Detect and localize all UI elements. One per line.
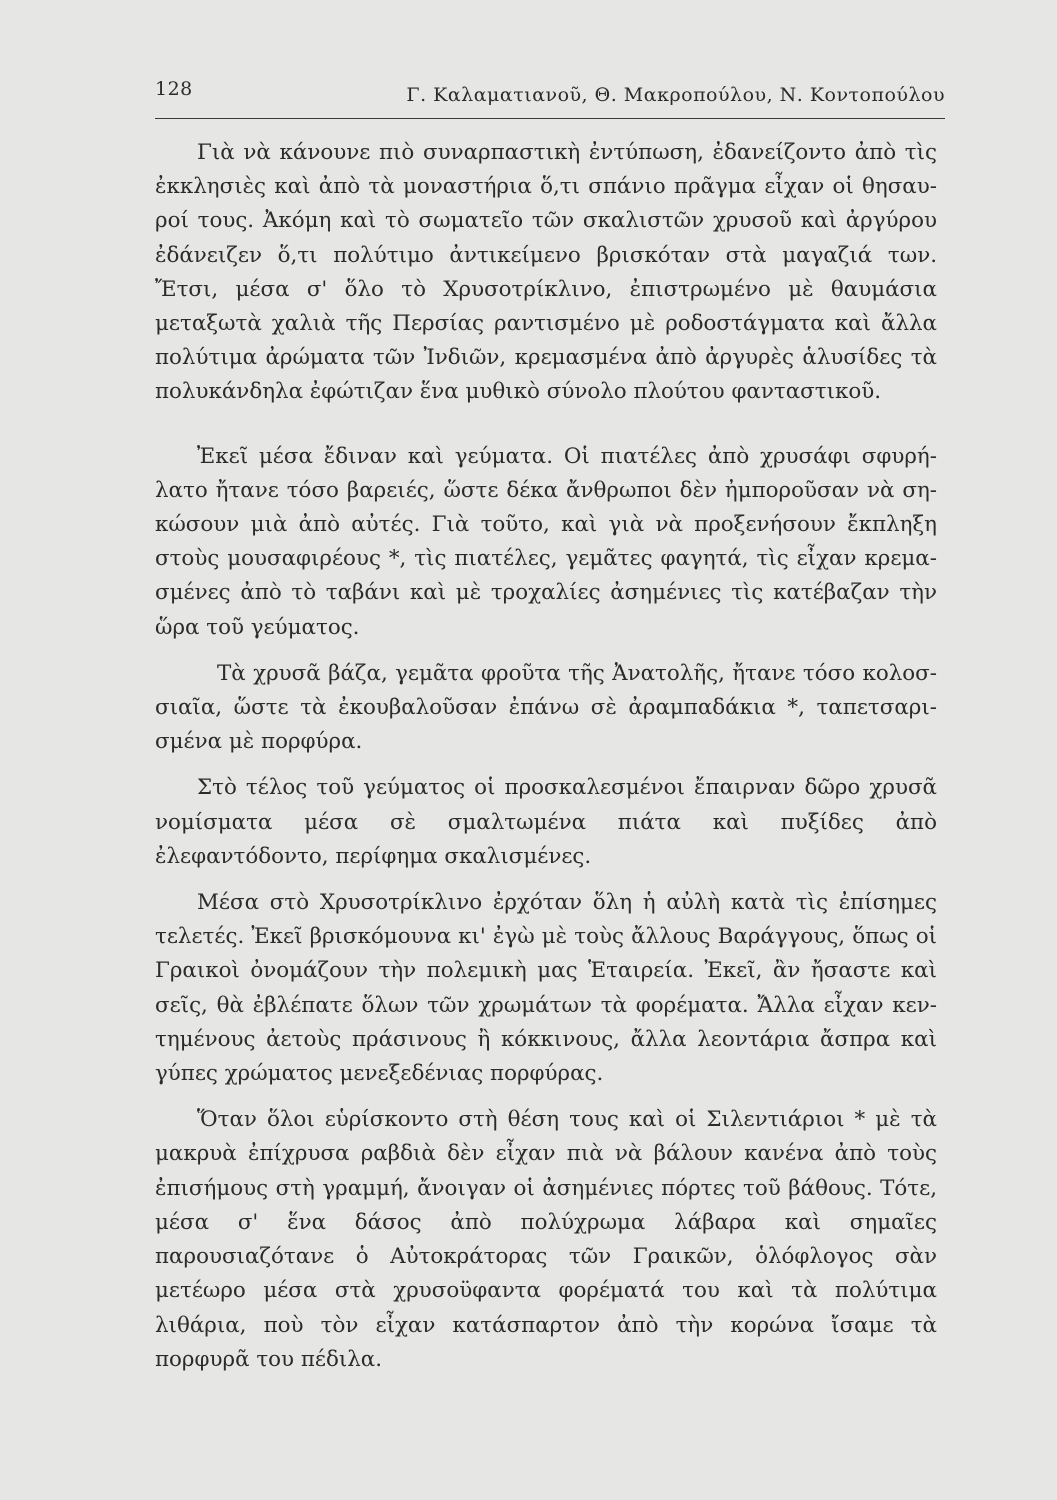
paragraph-6: Ὅταν ὅλοι εὑρίσκοντο στὴ θέση τους καὶ οἱ Σιλεντιάριοι * μὲ τὰ μακρυὰ ἐπίχρυσα ραβδιὰ δὲν εἶχαν πιὰ νὰ βάλουν κανένα ἀπὸ τοὺς ἐπισήμους στὴ γραμμή, ἄνοιγαν οἱ ἀσημένιες πόρτες τοῦ βάθους. Τότε, μέσα σ' ἕνα δάσος ἀπὸ πολύχρωμα λάβαρα καὶ σημαῖες παρουσιαζότανε ὁ Αὐτοκράτορας τῶν Γραικῶν, ὁλόφλογος σὰν μετέωρο μέσα στὰ χρυσοϋφαντα φορέματά του καὶ τὰ πολύτιμα λιθάρια, ποὺ τὸν εἶχαν κατάσπαρτον ἀπὸ τὴν κορώνα ἴσαμε τὰ πορφυρᾶ του πέδιλα. — [155, 1107, 937, 1372]
paragraph-2: Ἐκεῖ μέσα ἔδιναν καὶ γεύματα. Οἱ πιατέλες ἀπὸ χρυσάφι σφυρήλατο ἤτανε τόσο βαρειές, ὥστε δέκα ἄνθρωποι δὲν ἠμποροῦσαν νὰ σηκώσουν μιὰ ἀπὸ αὐτές. Γιὰ τοῦτο, καὶ γιὰ νὰ προξενήσουν ἔκπληξη στοὺς μουσαφιρέους *, τὶς πιατέλες, γεμᾶτες φαγητά, τὶς εἶχαν κρεμασμένες ἀπὸ τὸ ταβάνι καὶ μὲ τροχαλίες ἀσημένιες τὶς κατέβαζαν τὴν ὥρα τοῦ γεύματος. — [155, 443, 937, 640]
paragraph-1: Γιὰ νὰ κάνουνε πιὸ συναρπαστικὴ ἐντύπωση, ἐδανείζοντο ἀπὸ τὶς ἐκκλησιὲς καὶ ἀπὸ τὰ μοναστήρια ὅ,τι σπάνιο πρᾶγμα εἶχαν οἱ θησαυροί τους. Ἀκόμη καὶ τὸ σωματεῖο τῶν σκαλιστῶν χρυσοῦ καὶ ἀργύρου ἐδάνειζεν ὅ,τι πολύτιμο ἀντικείμενο βρισκόταν στὰ μαγαζιά των. Ἔτσι, μέσα σ' ὅλο τὸ Χρυσοτρίκλινο, ἐπιστρωμένο μὲ θαυμάσια μεταξωτὰ χαλιὰ τῆς Περσίας ραντισμένο μὲ ροδοστάγματα καὶ ἄλλα πολύτιμα ἀρώματα τῶν Ἰνδιῶν, κρεμασμένα ἀπὸ ἀργυρὲς ἁλυσίδες τὰ πολυκάνδηλα ἐφώτιζαν ἕνα μυθικὸ σύνολο πλούτου φανταστικοῦ. — [155, 140, 937, 405]
page-number: 128 — [155, 78, 193, 100]
header-rule — [155, 118, 945, 119]
paragraph-3: Τὰ χρυσᾶ βάζα, γεμᾶτα φροῦτα τῆς Ἀνατολῆς, ἤτανε τόσο κολοσσιαῖα, ὥστε τὰ ἐκουβαλοῦσαν ἐπάνω σὲ ἀραμπαδάκια *, ταπετσαρισμένα μὲ πορφύρα. — [155, 660, 937, 755]
paragraph-4: Στὸ τέλος τοῦ γεύματος οἱ προσκαλεσμένοι ἔπαιρναν δῶρο χρυσᾶ νομίσματα μέσα σὲ σμαλτωμένα πιάτα καὶ πυξίδες ἀπὸ ἐλεφαντόδοντο, περίφημα σκαλισμένες. — [155, 775, 937, 869]
running-head: Γ. Καλαματιανοῦ, Θ. Μακροπούλου, Ν. Κοντοπούλου — [406, 84, 945, 106]
body-text — [155, 136, 937, 1377]
paragraph-5: Μέσα στὸ Χρυσοτρίκλινο ἐρχόταν ὅλη ἡ αὐλὴ κατὰ τὶς ἐπίσημες τελετές. Ἐκεῖ βρισκόμουνα κι' ἐγὼ μὲ τοὺς ἄλλους Βαράγγους, ὅπως οἱ Γραικοὶ ὀνομάζουν τὴν πολεμικὴ μας Ἑταιρεία. Ἐκεῖ, ἂν ἤσαστε καὶ σεῖς, θὰ ἐβλέπατε ὅλων τῶν χρωμάτων τὰ φορέματα. Ἄλλα εἶχαν κεντημένους ἀετοὺς πράσινους ἢ κόκκινους, ἄλλα λεοντάρια ἄσπρα καὶ γύπες χρώματος μενεξεδένιας πορφύρας. — [155, 890, 937, 1087]
page-header — [155, 72, 945, 106]
